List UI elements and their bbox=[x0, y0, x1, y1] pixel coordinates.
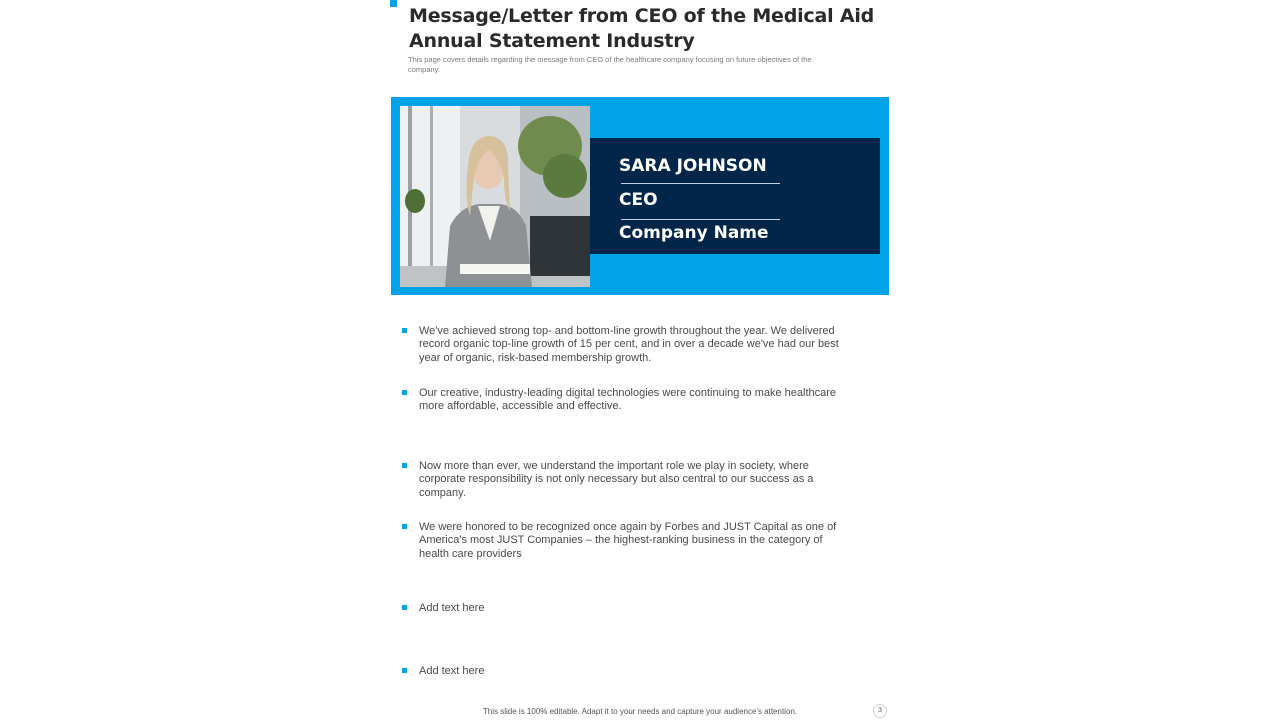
ceo-name: SARA JOHNSON bbox=[619, 156, 767, 176]
footer-note: This slide is 100% editable. Adapt it to your needs and capture your audience's attention. bbox=[482, 707, 798, 716]
bullet-marker-icon bbox=[402, 524, 407, 529]
bullet-text: Add text here bbox=[419, 665, 485, 677]
bullet-text: Add text here bbox=[419, 602, 485, 614]
bullet-marker-icon bbox=[402, 463, 407, 468]
document-page bbox=[390, 0, 890, 720]
bullet-marker-icon bbox=[402, 328, 407, 333]
page-title: Message/Letter from CEO of the Medical Aid Annual Statement Industry bbox=[409, 5, 875, 52]
bullet-text: We've achieved strong top- and bottom-line growth throughout the year. We delivered record organic top-line growth of 15 per cent, and in over a decade we've had our best year of organic, risk-based membership growth. bbox=[419, 325, 839, 364]
bullet-text: We were honored to be recognized once again by Forbes and JUST Capital as one of America's most JUST Companies – the highest-ranking business in the category of health care providers bbox=[419, 521, 837, 560]
company-name: Company Name bbox=[619, 223, 769, 243]
page-subtitle: This page covers details regarding the message from CEO of the healthcare company focusing on future objectives of the company. bbox=[408, 55, 812, 74]
bullet-text: Our creative, industry-leading digital technologies were continuing to make healthcare more affordable, accessible and effective. bbox=[419, 387, 837, 413]
page-number: 3 bbox=[873, 704, 887, 718]
bullet-marker-icon bbox=[402, 605, 407, 610]
ceo-role: CEO bbox=[619, 190, 658, 210]
bullet-marker-icon bbox=[402, 390, 407, 395]
bullet-marker-icon bbox=[402, 668, 407, 673]
bullet-list bbox=[390, 0, 890, 720]
bullet-text: Now more than ever, we understand the important role we play in society, where corporate responsibility is not only necessary but also central to our success as a company. bbox=[419, 460, 814, 499]
